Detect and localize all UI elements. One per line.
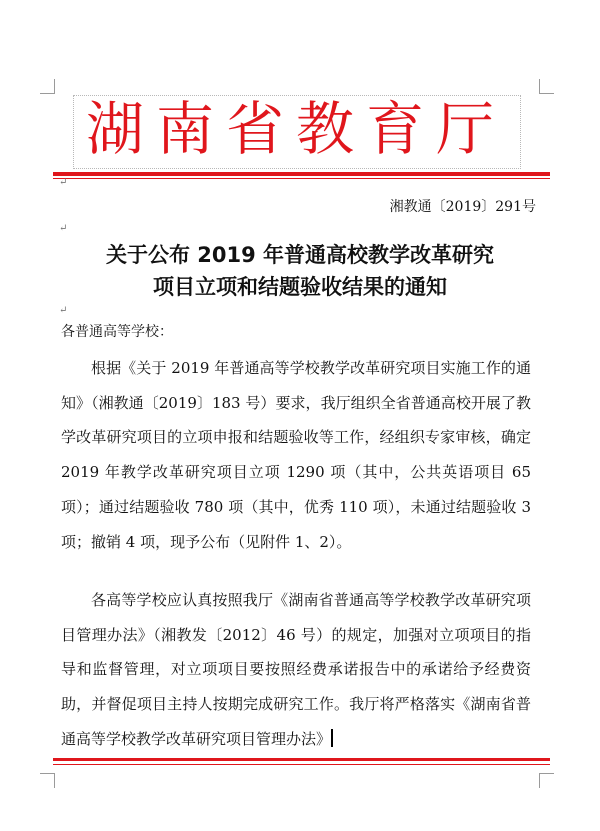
notice-title-line-2: 项目立项和结题验收结果的通知 [153,275,447,299]
greeting-line: 各普通高等学校： [61,324,173,340]
footer-red-rule-thin [53,764,550,765]
org-name-header: 湖南省教育厅 [85,95,506,163]
header-red-rule-thick [53,172,550,176]
page-corner-mark-bottom-right [539,773,554,788]
paragraph-mark-icon: ↵ [59,177,68,188]
page-corner-mark-bottom-left [40,773,55,788]
body-paragraph-2-text: 各高等学校应认真按照我厅《湖南省普通高等学校教学改革研究项目管理办法》（湘教发〔2012〕46 号）的规定，加强对立项项目的指导和监督管理，对立项项目要按照经费承诺报告中的承诺给予经费资助，并督促项目主持人按期完成研究工作。我厅将严格落实《湖南省普通高等学校教学改革研究项目管理办法》 [61,591,531,748]
header-red-rule-thin [53,178,550,179]
text-cursor [331,729,333,747]
document-number: 湘教通〔2019〕291号 [389,199,536,215]
paragraph-mark-icon: ↵ [59,223,68,234]
paragraph-mark-icon: ↵ [59,305,68,316]
notice-title-line-1: 关于公布 2019 年普通高校教学改革研究 [105,243,495,267]
body-paragraph-1: 根据《关于 2019 年普通高等学校教学改革研究项目实施工作的通知》（湘教通〔2019〕183 号）要求，我厅组织全省普通高校开展了教学改革研究项目的立项申报和结题验收等工作，经组织专家审核，确定 2019 年教学改革研究项目立项 1290 项（其中，公共英语项目 65 项）；通过结题验收 780 项（其中，优秀 110 项），未通过结题验收 3 项；撤销 4 项，现予公布（见附件 1、2）。 [61,359,531,551]
page-corner-mark-top-right [539,79,554,94]
body-paragraph-2 [61,583,531,757]
page-corner-mark-top-left [40,79,55,94]
footer-red-rule-thick [53,758,550,761]
